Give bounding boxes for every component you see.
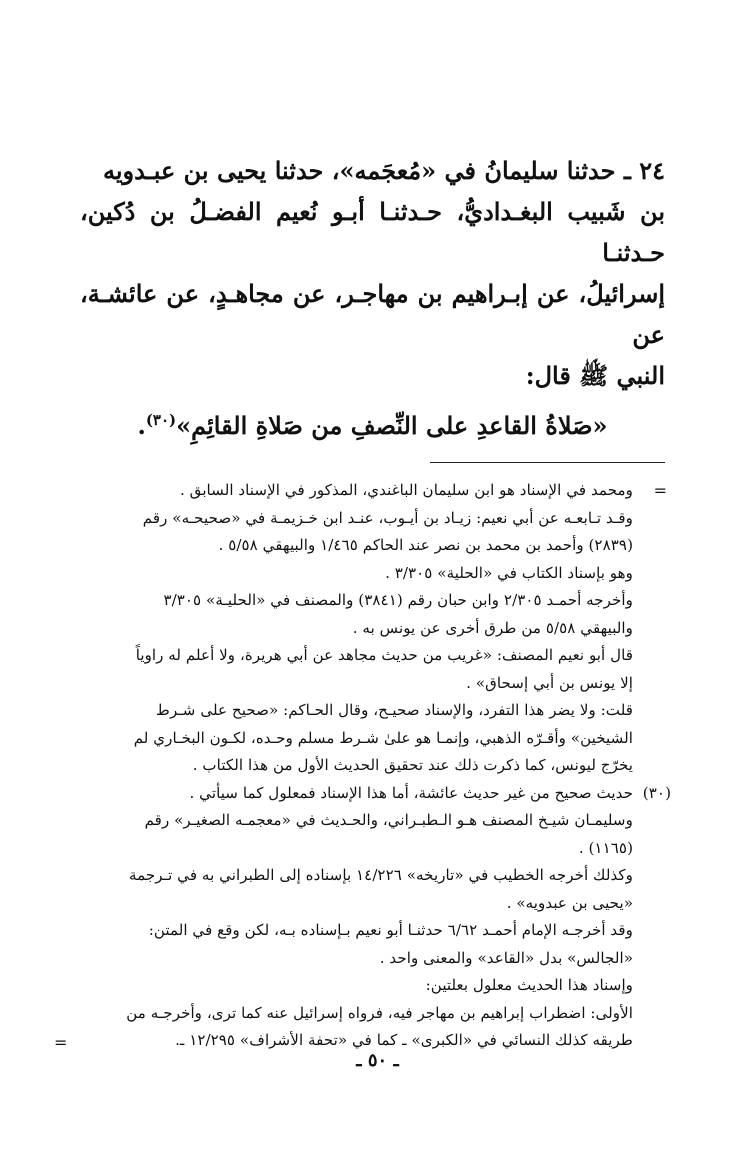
footnote-line: وقد أخرجـه الإمام أحمـد ٦/٦٢ حدثنـا أبو نعيم بـإسناده بـه، لكن وقع في المتن: bbox=[148, 921, 633, 939]
footnote-number: (٣٠) bbox=[642, 783, 671, 802]
footnote-line: «الجالس» بدل «القاعد» والمعنى واحد . bbox=[379, 948, 633, 967]
footnote-line: (١١٦٥) . bbox=[578, 838, 633, 857]
hadith-text bbox=[80, 150, 665, 396]
footnote-line: إلا يونس بن أبي إسحاق» . bbox=[466, 673, 633, 692]
hadith-quote-text: «صَلاةُ القاعدِ على النِّصفِ من صَلاةِ القائِمِ» bbox=[176, 411, 608, 440]
footnote-line: وكذلك أخرجه الخطيب في «تاريخه» ١٤/٢٢٦ بإسناده إلى الطبراني به في تـرجمة bbox=[128, 866, 633, 884]
footnote-line: وإسناد هذا الحديث معلول بعلتين: bbox=[425, 976, 633, 994]
footnote-line: وأخرجه أحمـد ٢/٣٠٥ وابن حبان رقم (٣٨٤١) والمصنف في «الحليـة» ٣/٣٠٥ bbox=[163, 591, 633, 609]
footnote-line: وسليمـان شيـخ المصنف هـو الـطبـراني، والحـديث في «معجمـه الصغيـر» رقم bbox=[144, 811, 633, 829]
footnote-line: وهو بإسناد الكتاب في «الحلية» ٣/٣٠٥ . bbox=[385, 563, 633, 582]
footnotes bbox=[54, 477, 671, 1055]
footnote-line: والبيهقي ٥/٥٨ من طرق أخرى عن يونس به . bbox=[352, 618, 633, 637]
footnote-line: وقـد تـابعـه عن أبي نعيم: زيـاد بن أيـوب، عنـد ابن خـزيمـة في «صحيحـه» رقم bbox=[142, 508, 633, 527]
footnote-30-first-line bbox=[80, 780, 671, 808]
continuation-end-mark: = bbox=[54, 1033, 68, 1052]
hadith-quote bbox=[80, 400, 665, 446]
footnote-line: (٢٨٣٩) وأحمد بن محمد بن نصر عند الحاكم ١/٤٦٥ والبيهقي ٥/٥٨ . bbox=[218, 536, 633, 554]
book-page bbox=[54, 150, 671, 1055]
hadith-line: بن شَبيب البغـداديُّ، حـدثنـا أبـو نُعيم الفضـلُ بن دُكين، حـدثنـا bbox=[80, 197, 665, 267]
footnote-reference: (٣٠) bbox=[145, 411, 177, 429]
footnote-text: ومحمد في الإسناد هو ابن سليمان الباغندي، المذكور في الإسناد السابق . bbox=[180, 481, 633, 499]
footnote-line: الأولى: اضطراب إبراهيم بن مهاجر فيه، فرواه إسرائيل عنه كما ترى، وأخرجـه من bbox=[126, 1003, 633, 1022]
footnote-continuation-line bbox=[80, 477, 665, 505]
quote-end: . bbox=[137, 411, 146, 440]
footnote-separator bbox=[430, 462, 665, 463]
footnote-line: يخرّج ليونس، كما ذكرت ذلك عند تحقيق الحديث الأول من هذا الكتاب . bbox=[192, 756, 633, 774]
footnote-text: طريقه كذلك النسائي في «الكبرى» ـ كما في «تحفة الأشراف» ١٢/٢٩٥ ـ. bbox=[175, 1031, 633, 1049]
footnote-line: «يحيى بن عبدويه» . bbox=[506, 893, 633, 912]
hadith-line: النبي ﷺ قال: bbox=[525, 361, 665, 390]
footnote-line: قال أبو نعيم المصنف: «غريب من حديث مجاهد عن أبي هريرة، ولا أعلم له راوياً bbox=[135, 646, 633, 664]
continuation-mark: = bbox=[653, 481, 667, 500]
footnote-line: الشيخين» وأقـرّه الذهبي، وإنمـا هو علىٰ شـرط مسلم وحـده، لكـون البخـاري لم bbox=[133, 728, 633, 747]
hadith-line: إسرائيلُ، عن إبـراهيم بن مهاجـر، عن مجاهـدٍ، عن عائشـة، عن bbox=[80, 279, 665, 349]
hadith-line: ٢٤ ـ حدثنا سليمانُ في «مُعجَمه»، حدثنا يحيى بن عبـدويه bbox=[102, 156, 665, 185]
footnote-line: قلت: ولا يضر هذا التفرد، والإسناد صحيـح، وقال الحـاكم: «صحيح على شـرط bbox=[155, 701, 633, 719]
page-number: ـ ٥٠ ـ bbox=[356, 1050, 399, 1071]
footnote-text: حديث صحيح من غير حديث عائشة، أما هذا الإسناد فمعلول كما سيأتي . bbox=[189, 783, 633, 802]
